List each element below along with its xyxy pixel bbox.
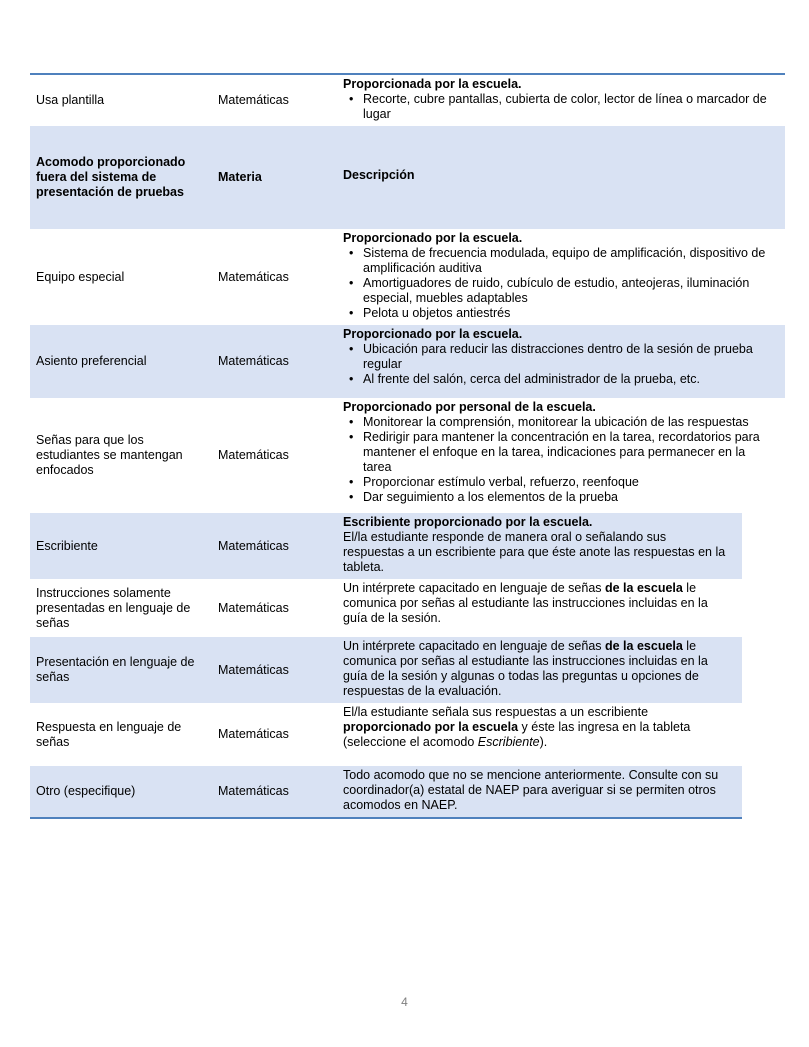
bullet-text [363, 342, 773, 372]
bullet-text [363, 372, 773, 387]
subject-cell [215, 513, 340, 579]
description-paragraph [343, 705, 730, 750]
subject-cell [215, 75, 340, 126]
bullet-item [343, 246, 773, 276]
description-cell [340, 513, 742, 579]
text-segment: le comunica por señas al estudiante las instrucciones incluidas en la guía de la sesión. [343, 581, 708, 625]
page-number: 4 [401, 995, 408, 1009]
bullet-icon: • [349, 306, 354, 320]
document-page [30, 73, 785, 819]
description-cell [340, 766, 742, 817]
bullet-item [343, 306, 773, 321]
text-segment: Recorte, cubre pantallas, cubierta de color, lector de línea o marcador de lugar [363, 92, 767, 121]
subject-value: Matemáticas [218, 538, 289, 553]
table-row-presentacion-senas [30, 637, 742, 703]
bullet-text [363, 490, 773, 505]
accommodation-name-cell [30, 579, 215, 637]
subject-cell [215, 325, 340, 398]
subject-cell [215, 703, 340, 766]
description-paragraph [343, 77, 773, 92]
accommodation-name-cell [30, 229, 215, 325]
accommodation-name: Usa plantilla [36, 93, 105, 107]
description-cell [340, 637, 742, 703]
accommodation-name: Presentación en lenguaje de señas [36, 655, 195, 684]
accommodations-table-continued [30, 73, 785, 513]
description-paragraph [343, 768, 730, 813]
text-segment: Proporcionar estímulo verbal, refuerzo, reenfoque [363, 475, 639, 489]
bullet-icon: • [349, 475, 354, 489]
bullet-item [343, 92, 773, 122]
accommodation-name: Instrucciones solamente presentadas en lenguaje de señas [36, 585, 191, 630]
bullet-icon: • [349, 342, 354, 356]
accommodation-name-cell [30, 637, 215, 703]
accommodation-name-cell [30, 325, 215, 398]
text-segment: ). [539, 735, 548, 749]
description-paragraph [343, 515, 730, 530]
subject-value: Matemáticas [218, 448, 289, 462]
description-paragraph [343, 231, 773, 246]
text-segment: El/la estudiante señala sus respuestas a un escribiente [343, 705, 649, 719]
description-header-label: Descripción [343, 168, 415, 182]
text-segment: de la escuela [605, 639, 683, 653]
table-row-senas-enfocados [30, 398, 785, 513]
text-segment: Proporcionado por personal de la escuela. [343, 400, 596, 414]
text-segment: Al frente del salón, cerca del administrador de la prueba, etc. [363, 372, 700, 386]
bullet-icon: • [349, 276, 354, 290]
description-bullet-list [343, 246, 773, 321]
subject-value: Materia [218, 170, 262, 184]
description-paragraph [343, 639, 730, 699]
table-row-instrucciones-senas [30, 579, 742, 637]
text-segment: Escribiente proporcionado por la escuela. [343, 515, 593, 529]
text-segment: Escribiente [477, 735, 540, 749]
subject-value: Matemáticas [218, 662, 289, 677]
text-segment: Un intérprete capacitado en lenguaje de señas [343, 639, 605, 653]
subject-cell [215, 579, 340, 637]
subject-value: Matemáticas [218, 93, 289, 107]
accommodation-name-cell [30, 766, 215, 817]
description-cell [340, 126, 785, 229]
bullet-item [343, 276, 773, 306]
text-segment: proporcionado por la escuela [343, 720, 519, 734]
bullet-item [343, 342, 773, 372]
bullet-icon: • [349, 415, 354, 429]
description-cell [340, 703, 742, 766]
subject-cell [215, 398, 340, 513]
text-segment: le comunica por señas al estudiante las instrucciones incluidas en la guía de la sesión y algunas o todas las preguntas u opciones de respuestas de la evaluación. [343, 639, 708, 698]
description-bullet-list [343, 342, 773, 387]
text-segment: El/la estudiante responde de manera oral o señalando sus respuestas a un escribiente para que éste anote las respuestas en la tableta. [343, 530, 726, 574]
accommodation-name-cell [30, 126, 215, 229]
accommodation-name: Escribiente [36, 538, 98, 553]
text-segment: Todo acomodo que no se mencione anteriormente. Consulte con su coordinador(a) estatal de NAEP para averiguar si se permiten otros acomodos en NAEP. [343, 768, 719, 812]
accommodation-name: Respuesta en lenguaje de señas [36, 719, 182, 749]
text-segment: Proporcionado por la escuela. [343, 231, 523, 245]
bullet-text [363, 246, 773, 276]
text-segment: Amortiguadores de ruido, cubículo de estudio, anteojeras, iluminación especial, muebles adaptables [363, 276, 750, 305]
text-segment: Sistema de frecuencia modulada, equipo de amplificación, dispositivo de amplificación auditiva [363, 246, 766, 275]
description-cell [340, 398, 785, 513]
bullet-text [363, 475, 773, 490]
description-paragraph [343, 400, 773, 415]
subject-value: Matemáticas [218, 727, 289, 741]
accommodation-name: Asiento preferencial [36, 354, 147, 368]
accommodation-name-cell [30, 513, 215, 579]
bullet-icon: • [349, 372, 354, 386]
description-paragraph [343, 530, 730, 575]
accommodation-name: Otro (especifique) [36, 784, 136, 798]
accommodation-name-cell [30, 398, 215, 513]
bullet-icon: • [349, 490, 354, 504]
description-cell [340, 579, 742, 637]
text-segment: Dar seguimiento a los elementos de la prueba [363, 490, 619, 504]
bullet-text [363, 430, 773, 475]
subject-value: Matemáticas [218, 269, 289, 284]
description-cell [340, 325, 785, 398]
text-segment: Monitorear la comprensión, monitorear la ubicación de las respuestas [363, 415, 749, 429]
table-row-usa-plantilla [30, 75, 785, 126]
table-row-asiento-preferencial [30, 325, 785, 398]
text-segment: Un intérprete capacitado en lenguaje de señas [343, 581, 605, 595]
bullet-item [343, 430, 773, 475]
accommodation-name-cell [30, 75, 215, 126]
text-segment: Proporcionado por la escuela. [343, 327, 523, 341]
description-paragraph [343, 581, 730, 626]
description-bullet-list [343, 92, 773, 122]
table-row-respuesta-senas [30, 703, 742, 766]
subject-cell [215, 766, 340, 817]
accommodation-name: Señas para que los estudiantes se mantengan enfocados [36, 433, 183, 477]
description-cell [340, 229, 785, 325]
bullet-item [343, 415, 773, 430]
subject-value: Matemáticas [218, 784, 289, 798]
text-segment: Redirigir para mantener la concentración en la tarea, recordatorios para mantener el enfoque en la tarea, indicaciones para permanecer en la tarea [363, 430, 760, 474]
bullet-text [363, 276, 773, 306]
text-segment: Proporcionada por la escuela. [343, 77, 522, 91]
bullet-text [363, 415, 773, 430]
accommodation-name: Equipo especial [36, 269, 125, 284]
bullet-icon: • [349, 246, 354, 260]
accommodations-table-outside-system [30, 513, 742, 819]
table-row-equipo-especial [30, 229, 785, 325]
table-row-otro [30, 766, 742, 819]
accommodation-name: Acomodo proporcionado fuera del sistema de presentación de pruebas [36, 155, 186, 199]
subject-cell [215, 126, 340, 229]
bullet-text [363, 92, 773, 122]
bullet-icon: • [349, 92, 354, 106]
accommodation-name-cell [30, 703, 215, 766]
subject-cell [215, 637, 340, 703]
subject-value: Matemáticas [218, 600, 289, 615]
text-segment: Pelota u objetos antiestrés [363, 306, 511, 320]
text-segment: Ubicación para reducir las distracciones dentro de la sesión de prueba regular [363, 342, 753, 371]
bullet-item [343, 372, 773, 387]
description-paragraph [343, 327, 773, 342]
text-segment: y éste las ingresa en la tableta (seleccione el acomodo [343, 720, 691, 749]
table-header-row [30, 126, 785, 229]
table-row-escribiente [30, 513, 742, 579]
subject-value: Matemáticas [218, 354, 289, 368]
description-cell [340, 75, 785, 126]
bullet-text [363, 306, 773, 321]
subject-cell [215, 229, 340, 325]
text-segment: de la escuela [605, 581, 683, 595]
bullet-icon: • [349, 430, 354, 444]
bullet-item [343, 490, 773, 505]
description-bullet-list [343, 415, 773, 505]
bullet-item [343, 475, 773, 490]
